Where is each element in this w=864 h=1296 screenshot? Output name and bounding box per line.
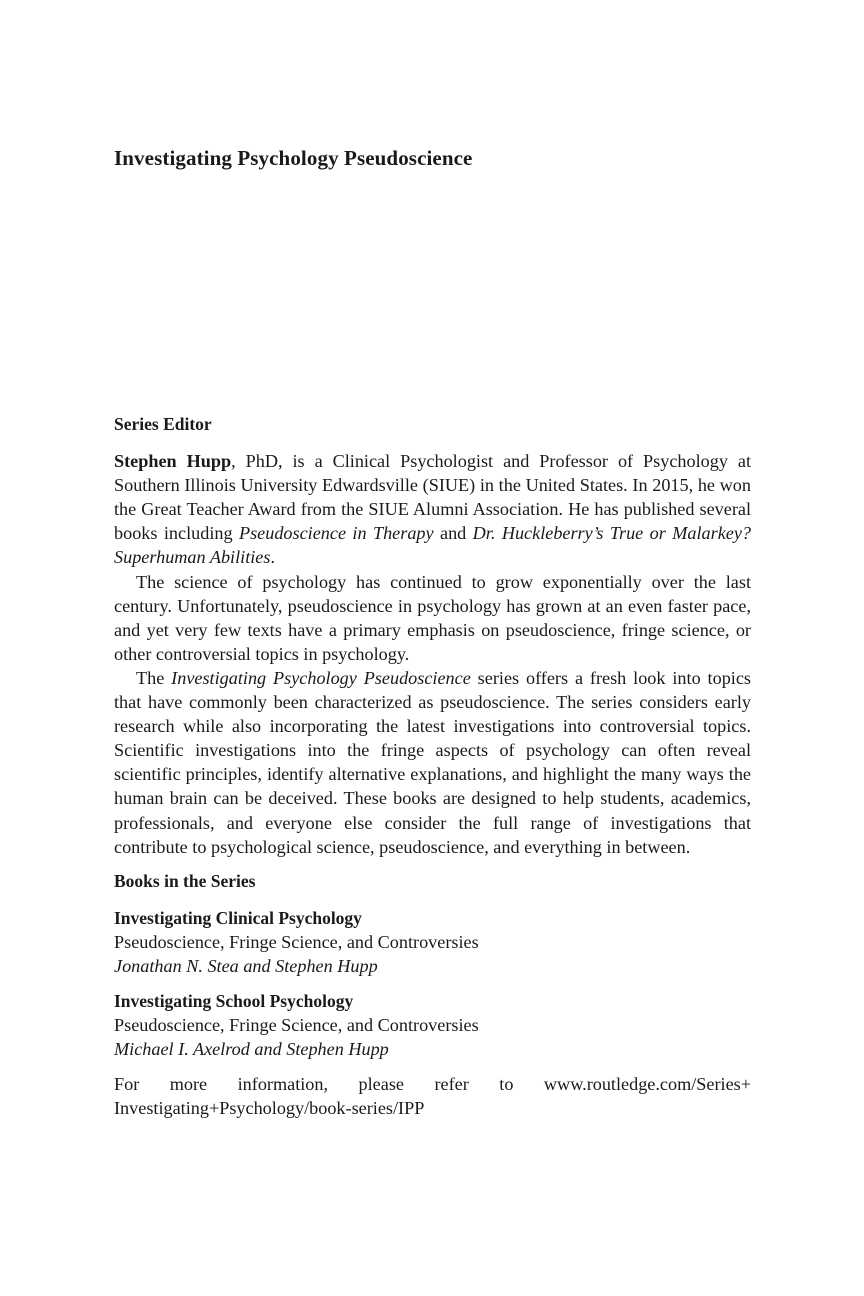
paragraph-psychology-growth: The science of psychology has continued to grow exponentially over the last century. Unfortunately, pseudoscience in psychology has grown at an even faster pace, and yet very few texts have a primary emphasis on pseudoscience, fringe science, or other controversial topics in psychology. (114, 571, 751, 664)
series-content (114, 412, 751, 1121)
more-info-line-2: Investigating+Psychology/book-series/IPP (114, 1098, 425, 1119)
series-title: Investigating Psychology Pseudoscience (114, 146, 473, 170)
more-info-line-1: For more information, please refer to www.routledge.com/Series+ (114, 1074, 751, 1095)
bio-book-1: Pseudoscience in Therapy (238, 523, 434, 544)
series-editor-heading: Series Editor (114, 414, 212, 434)
editor-bio (114, 449, 751, 569)
book-subtitle: Pseudoscience, Fringe Science, and Controversies (114, 931, 479, 952)
book-title: Investigating Clinical Psychology (114, 907, 362, 928)
book-subtitle: Pseudoscience, Fringe Science, and Controversies (114, 1015, 479, 1036)
editor-name: Stephen Hupp (114, 451, 232, 472)
paragraph-series-description (114, 666, 751, 859)
paragraph-3-prefix: The (136, 667, 172, 688)
book-entry (114, 906, 751, 978)
paragraph-3-series-name: Investigating Psychology Pseudoscience (171, 667, 471, 688)
book-authors: Michael I. Axelrod and Stephen Hupp (114, 1039, 389, 1060)
bio-text-1: , PhD, is a Clinical Psychologist and Professor of Psychology at Southern Illinois University Edwardsville (SIUE) in the United States. In 2015, he won the Great Teacher Award from the SIUE Alumni Association. He has published several books including (114, 451, 752, 544)
book-title: Investigating School Psychology (114, 991, 354, 1012)
book-authors: Jonathan N. Stea and Stephen Hupp (114, 955, 378, 976)
bio-text-3: . (270, 547, 275, 568)
more-info (114, 1072, 751, 1120)
paragraph-3-text: series offers a fresh look into topics that have commonly been characterized as pseudoscience. The series considers early research while also incorporating the latest investigations into controversial topics. Scientific investigations into the fringe aspects of psychology can often reveal scientific principles, identify alternative explanations, and highlight the many ways the human brain can be deceived. These books are designed to help students, academics, professionals, and everyone else consider the full range of investigations that contribute to psychological science, pseudoscience, and everything in between. (114, 667, 751, 857)
bio-text-2: and (433, 523, 473, 544)
books-heading: Books in the Series (114, 870, 256, 891)
book-entry (114, 989, 751, 1061)
bio-book-2: Dr. Huckleberry’s True or Malarkey? Superhuman Abilities (114, 523, 752, 568)
